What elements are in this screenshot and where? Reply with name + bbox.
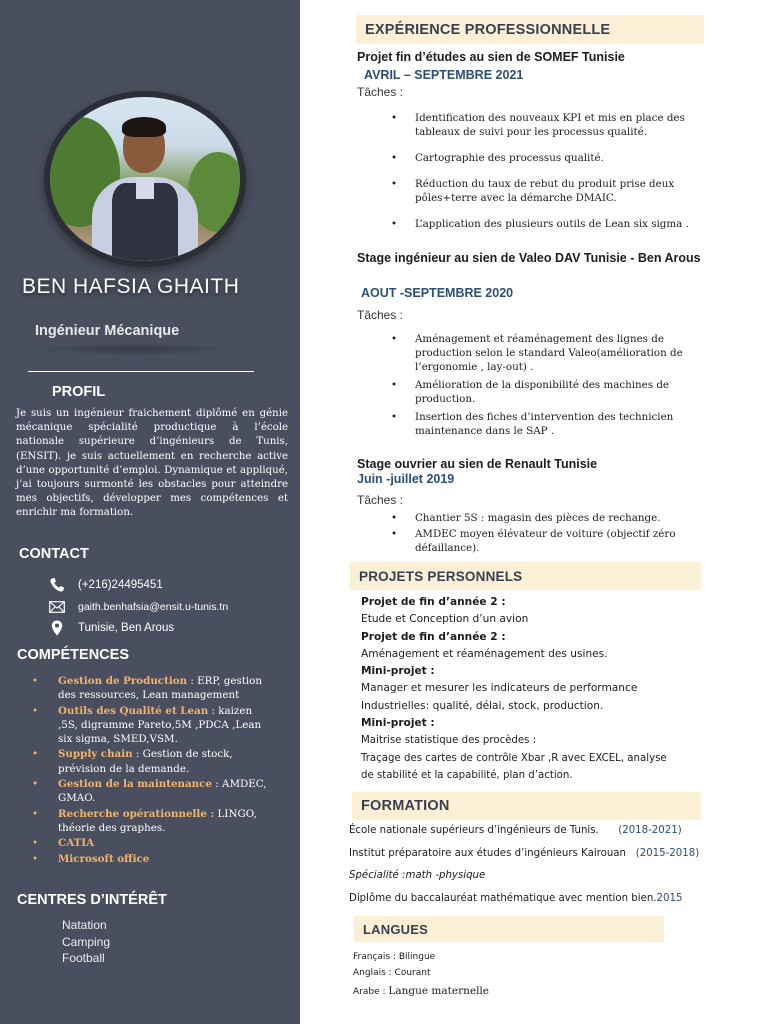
competence-item: • Outils des Qualité et Lean : kaizen ,5S, digramme Pareto,5M ,PDCA ,Lean six sigma, SMED,VSM.	[32, 704, 272, 747]
task-item: • Amélioration de la disponibilité des machines de production.	[391, 378, 703, 406]
langue-item: Français : Bilingue	[353, 952, 436, 962]
location-text: Tunisie, Ben Arous	[78, 622, 175, 634]
competence-item: • CATIA	[32, 836, 272, 850]
email-address: gaith.benhafsia@ensit.u-tunis.tn	[78, 601, 229, 613]
profile-photo-frame	[44, 91, 246, 267]
interet-item: Football	[62, 951, 105, 965]
job-tasks	[391, 511, 703, 555]
contact-heading: CONTACT	[19, 546, 89, 562]
task-item: • L’application des plusieurs outils de Lean six sigma .	[391, 217, 703, 231]
contact-email[interactable]	[48, 599, 228, 615]
task-item: • Insertion des fiches d’intervention des technicien maintenance dans le SAP .	[391, 410, 703, 438]
experience-heading: EXPÉRIENCE PROFESSIONNELLE	[356, 15, 704, 44]
projet-line: Aménagement et réaménagement des usines.	[361, 647, 608, 660]
task-item: • Identification des nouveaux KPI et mis en place des tableaux de suivi pour les processus qualité.	[391, 111, 703, 139]
formation-item: Diplôme du baccalauréat mathématique avec mention bien.2015	[349, 893, 683, 904]
competence-item: • Supply chain : Gestion de stock, prévision de la demande.	[32, 747, 272, 776]
competences-list	[32, 674, 272, 867]
profile-photo	[50, 97, 240, 261]
title-shadow	[30, 342, 240, 356]
formation-specialite: Spécialité :math -physique	[349, 870, 486, 881]
job-dates: Juin -juillet 2019	[357, 472, 455, 486]
contact-location	[48, 620, 174, 636]
competence-item: • Gestion de la maintenance : AMDEC, GMAO.	[32, 777, 272, 806]
task-item: • Réduction du taux de rebut du produit prise deux pôles+terre avec la démarche DMAIC.	[391, 177, 703, 205]
phone-number: (+216)24495451	[78, 579, 163, 591]
candidate-name: BEN HAFSIA GHAITH	[22, 275, 240, 298]
profil-text: Je suis un ingénieur fraichement diplômé en génie mécanique spécialité productique à l’école nationale supérieure d’ingénieurs de Tunis, (ENSIT). je suis actuellement en recherche active d’une opportunité d’emploi. Dynamique et appliqué, j’ai toujours surmonté les obstacles pour atteindre mes objectifs, développer mes compétences et enrichir ma formation.	[16, 408, 288, 519]
taches-label: Tâches :	[357, 493, 404, 507]
projet-line: Mini-projet :	[361, 665, 435, 678]
task-item: • Aménagement et réaménagement des lignes de production selon le standard Valeo(amélioration de l’ergonomie , lay-out) .	[391, 332, 703, 374]
competence-item: • Gestion de Production : ERP, gestion des ressources, Lean management	[32, 674, 272, 703]
taches-label: Tâches :	[357, 308, 404, 322]
job-title: Stage ouvrier au sien de Renault Tunisie	[357, 457, 598, 471]
phone-icon	[48, 577, 66, 593]
profil-heading: PROFIL	[52, 384, 106, 400]
formation-item: Institut préparatoire aux études d’ingénieurs Kairouan (2015-2018)	[349, 848, 700, 859]
projets-list	[361, 594, 701, 784]
interets-list	[62, 917, 110, 967]
job-dates: AOUT -SEPTEMBRE 2020	[361, 286, 514, 300]
projet-line: Etude et Conception d’un avion	[361, 613, 529, 626]
task-item: • AMDEC moyen élévateur de voiture (objectif zéro défaillance).	[391, 527, 703, 555]
langues-heading: LANGUES	[354, 916, 664, 942]
taches-label: Tâches :	[357, 85, 404, 99]
projets-heading: PROJETS PERSONNELS	[350, 562, 701, 590]
job-title: Stage ingénieur au sien de Valeo DAV Tunisie - Ben Arous	[357, 251, 701, 265]
projet-line: Projet de fin d’année 2 :	[361, 596, 506, 608]
job-tasks	[391, 111, 703, 231]
projet-line: de stabilité et la capabilité, plan d’action.	[361, 769, 573, 781]
envelope-icon	[48, 599, 66, 615]
location-pin-icon	[48, 620, 66, 636]
competence-item: • Microsoft office	[32, 852, 272, 866]
langue-item: Anglais : Courant	[353, 968, 431, 978]
candidate-title: Ingénieur Mécanique	[35, 323, 180, 339]
projet-line: Industrielles: qualité, délai, stock, production.	[361, 699, 604, 712]
task-item: • Chantier 5S : magasin des pièces de rechange.	[391, 511, 703, 525]
projet-line: Projet de fin d’année 2 :	[361, 630, 506, 643]
job-title: Projet fin d’études au sien de SOMEF Tunisie	[357, 50, 625, 64]
formation-heading: FORMATION	[352, 792, 701, 820]
competence-item: • Recherche opérationnelle : LINGO, théorie des graphes.	[32, 807, 272, 836]
sidebar-divider	[28, 371, 254, 372]
projet-line: Traçage des cartes de contrôle Xbar ,R avec EXCEL, analyse	[361, 752, 667, 764]
job-tasks	[391, 332, 703, 438]
langue-item: Arabe : Langue maternelle	[353, 985, 489, 997]
projet-line: Manager et mesurer les indicateurs de performance	[361, 682, 638, 695]
job-dates: AVRIL – SEPTEMBRE 2021	[364, 68, 524, 82]
interets-heading: CENTRES D’INTÉRÊT	[17, 892, 167, 908]
task-item: • Cartographie des processus qualité.	[391, 151, 703, 165]
projet-line: Maitrise statistique des procèdes :	[361, 735, 537, 747]
contact-phone[interactable]	[48, 577, 163, 593]
formation-item: École nationale supérieurs d’ingénieurs de Tunis. (2018-2021)	[349, 825, 682, 836]
interet-item: Camping	[62, 934, 111, 949]
competences-heading: COMPÉTENCES	[17, 647, 129, 663]
projet-line: Mini-projet :	[361, 717, 435, 730]
interet-item: Natation	[62, 918, 107, 932]
sidebar	[0, 0, 300, 1024]
